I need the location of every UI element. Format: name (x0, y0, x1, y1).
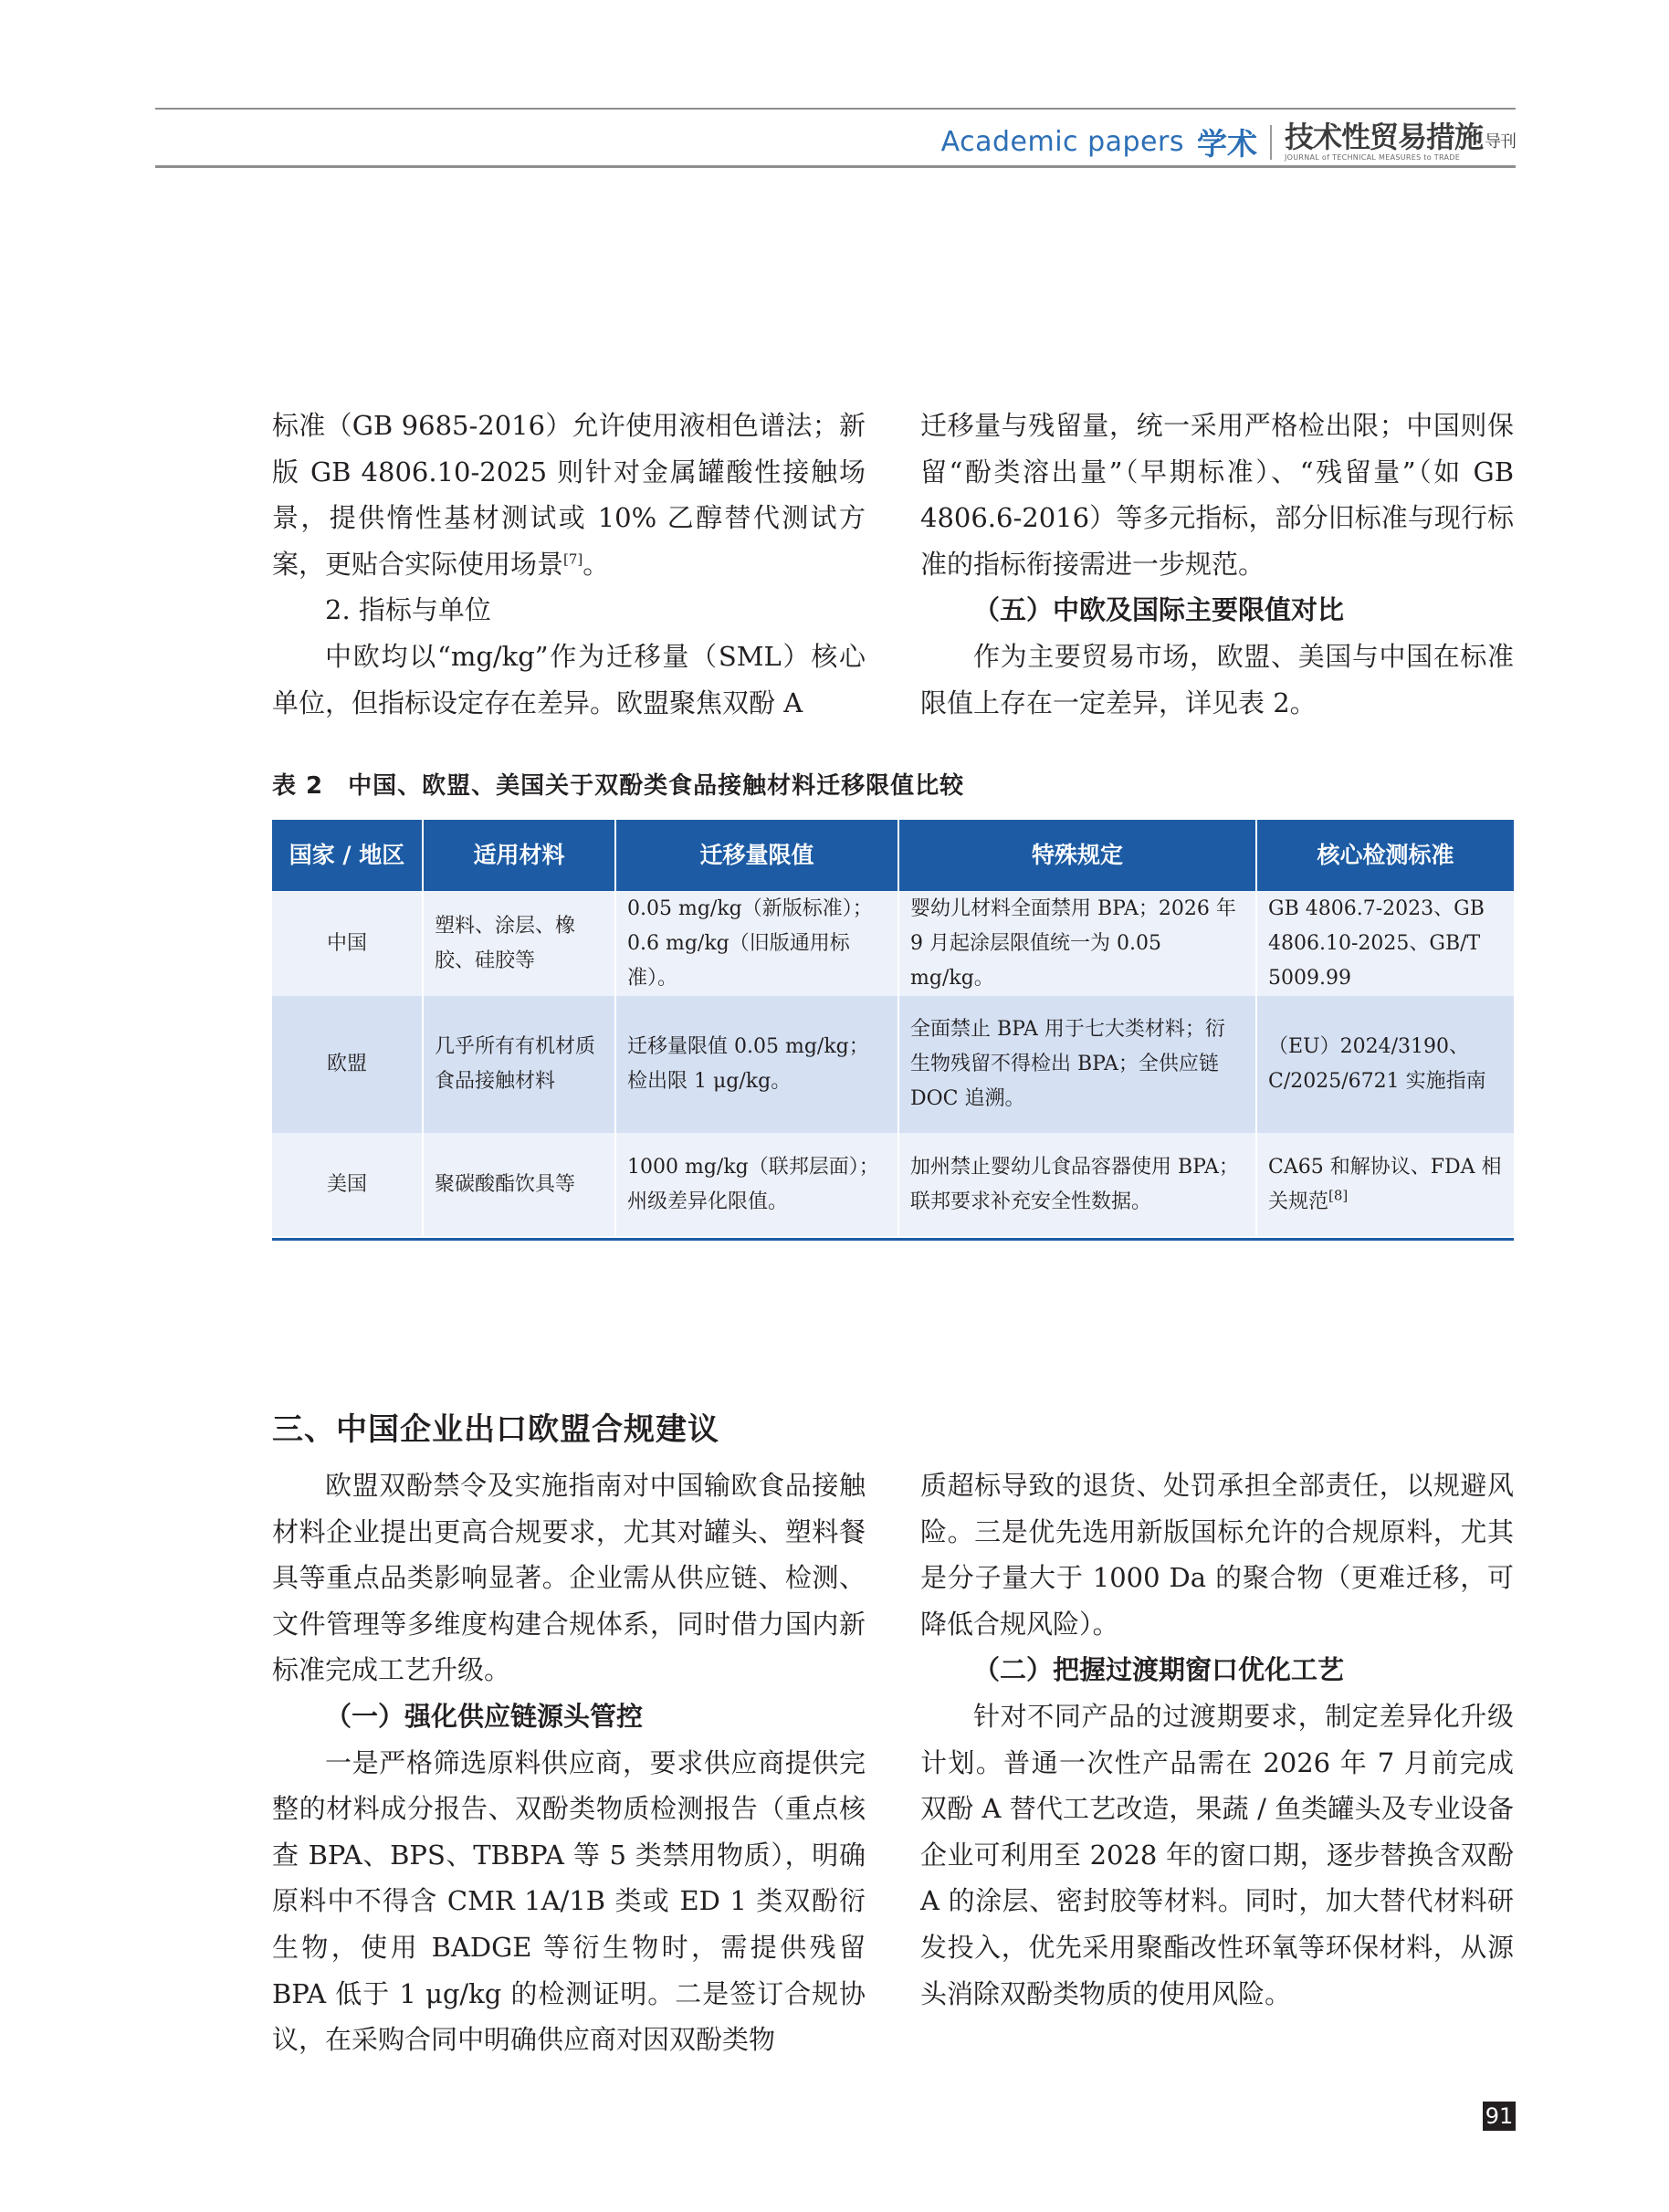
standard-cell (1256, 996, 1514, 1133)
citation-ref: [8] (1328, 1187, 1349, 1204)
table-row (272, 996, 1514, 1133)
subheading: （一）强化供应链源头管控 (325, 1700, 644, 1732)
table-caption: 表 2 中国、欧盟、美国关于双酚类食品接触材料迁移限值比较 (272, 772, 965, 800)
standard-cell (1256, 891, 1514, 996)
region-cell: 美国 (272, 1133, 423, 1236)
journal-english: JOURNAL of TECHNICAL MEASURES to TRADE (1284, 153, 1461, 162)
table-header: 适用材料 (423, 820, 615, 891)
paragraph: 作为主要贸易市场，欧盟、美国与中国在标准限值上存在一定差异，详见表 2。 (920, 640, 1514, 718)
region-cell: 中国 (272, 891, 423, 996)
table-header: 核心检测标准 (1256, 820, 1514, 891)
header-bottom-rule (155, 165, 1516, 168)
standard-text: （EU）2024/3190、C/2025/6721 实施指南 (1268, 1035, 1486, 1093)
header-academic-label: 学术 (1196, 126, 1257, 162)
standard-text: GB 4806.7-2023、GB 4806.10-2025、GB/T 5009.99 (1268, 896, 1485, 990)
material-cell: 几乎所有有机材质食品接触材料 (423, 996, 615, 1133)
section-heading: 三、中国企业出口欧盟合规建议 (272, 1411, 719, 1448)
header-english-label: Academic papers (940, 126, 1184, 158)
header-brand (941, 121, 1516, 163)
journal-title-text: 技术性贸易措施 (1284, 120, 1483, 154)
table-header: 特殊规定 (898, 820, 1256, 891)
citation-ref: [7] (563, 550, 583, 568)
bottom-right-column (920, 1462, 1514, 2017)
table-row (272, 891, 1514, 996)
top-left-column (272, 403, 866, 726)
running-header (155, 108, 1516, 168)
subheading: （二）把握过渡期窗口优化工艺 (973, 1654, 1345, 1686)
paragraph: 迁移量与残留量，统一采用严格检出限；中国则保留“酚类溶出量”（早期标准）、“残留量”（如 GB 4806.6-2016）等多元指标，部分旧标准与现行标准的指标衔接需进一步规范。 (920, 410, 1514, 580)
header-top-rule (155, 108, 1516, 110)
comparison-table (272, 820, 1514, 1236)
table-header-row (272, 820, 1514, 891)
limit-cell: 迁移量限值 0.05 mg/kg；检出限 1 μg/kg。 (615, 996, 898, 1133)
paragraph: 一是严格筛选原料供应商，要求供应商提供完整的材料成分报告、双酚类物质检测报告（重点核查 BPA、BPS、TBBPA 等 5 类禁用物质），明确原料中不得含 CMR 1A/1B 类或 ED 1 类双酚衍生物，使用 BADGE 等衍生物时，需提供残留 BPA 低于 1 μg/kg 的检测证明。二是签订合规协议，在采购合同中明确供应商对因双酚类物 (272, 1746, 866, 2056)
rule-cell: 加州禁止婴幼儿食品容器使用 BPA；联邦要求补充安全性数据。 (898, 1133, 1256, 1236)
journal-suffix: 导刊 (1485, 132, 1516, 152)
paragraph-end: 。 (583, 548, 610, 580)
subheading: （五）中欧及国际主要限值对比 (973, 594, 1345, 626)
material-cell: 聚碳酸酯饮具等 (423, 1133, 615, 1236)
standard-text: CA65 和解协议、FDA 相关规范 (1268, 1155, 1502, 1213)
table-bottom-rule (272, 1238, 1514, 1241)
region-cell: 欧盟 (272, 996, 423, 1133)
paragraph-text: 标准（GB 9685-2016）允许使用液相色谱法；新版 GB 4806.10-2025 则针对金属罐酸性接触场景，提供惰性基材测试或 10% 乙醇替代测试方案，更贴合实际使用场景 (272, 410, 866, 580)
page-number: 91 (1483, 2102, 1516, 2131)
limit-cell: 1000 mg/kg（联邦层面）；州级差异化限值。 (615, 1133, 898, 1236)
rule-cell: 全面禁止 BPA 用于七大类材料；衍生物残留不得检出 BPA；全供应链 DOC 追溯。 (898, 996, 1256, 1133)
paragraph: 质超标导致的退货、处罚承担全部责任，以规避风险。三是优先选用新版国标允许的合规原料，尤其是分子量大于 1000 Da 的聚合物（更难迁移，可降低合规风险）。 (920, 1470, 1514, 1640)
paragraph: 中欧均以“mg/kg”作为迁移量（SML）核心单位，但指标设定存在差异。欧盟聚焦双酚 A (272, 640, 866, 718)
table-header: 国家 / 地区 (272, 820, 423, 891)
table-header: 迁移量限值 (615, 820, 898, 891)
subheading: 2. 指标与单位 (325, 594, 491, 626)
paragraph: 欧盟双酚禁令及实施指南对中国输欧食品接触材料企业提出更高合规要求，尤其对罐头、塑料餐具等重点品类影响显著。企业需从供应链、检测、文件管理等多维度构建合规体系，同时借力国内新标准完成工艺升级。 (272, 1470, 866, 1686)
header-separator (1270, 125, 1272, 160)
bottom-left-column (272, 1462, 866, 2063)
journal-logo (1285, 122, 1516, 162)
standard-cell (1256, 1133, 1514, 1236)
table-row (272, 1133, 1514, 1236)
paragraph: 针对不同产品的过渡期要求，制定差异化升级计划。普通一次性产品需在 2026 年 7 月前完成双酚 A 替代工艺改造，果蔬 / 鱼类罐头及专业设备企业可利用至 2028 年的窗口期，逐步替换含双酚 A 的涂层、密封胶等材料。同时，加大替代材料研发投入，优先采用聚酯改性环氧等环保材料，从源头消除双酚类物质的使用风险。 (920, 1700, 1514, 2009)
limit-cell: 0.05 mg/kg（新版标准）；0.6 mg/kg（旧版通用标准）。 (615, 891, 898, 996)
rule-cell: 婴幼儿材料全面禁用 BPA；2026 年 9 月起涂层限值统一为 0.05 mg/kg。 (898, 891, 1256, 996)
material-cell: 塑料、涂层、橡胶、硅胶等 (423, 891, 615, 996)
top-right-column (920, 403, 1514, 726)
paragraph (272, 403, 866, 587)
journal-title (1285, 122, 1516, 152)
